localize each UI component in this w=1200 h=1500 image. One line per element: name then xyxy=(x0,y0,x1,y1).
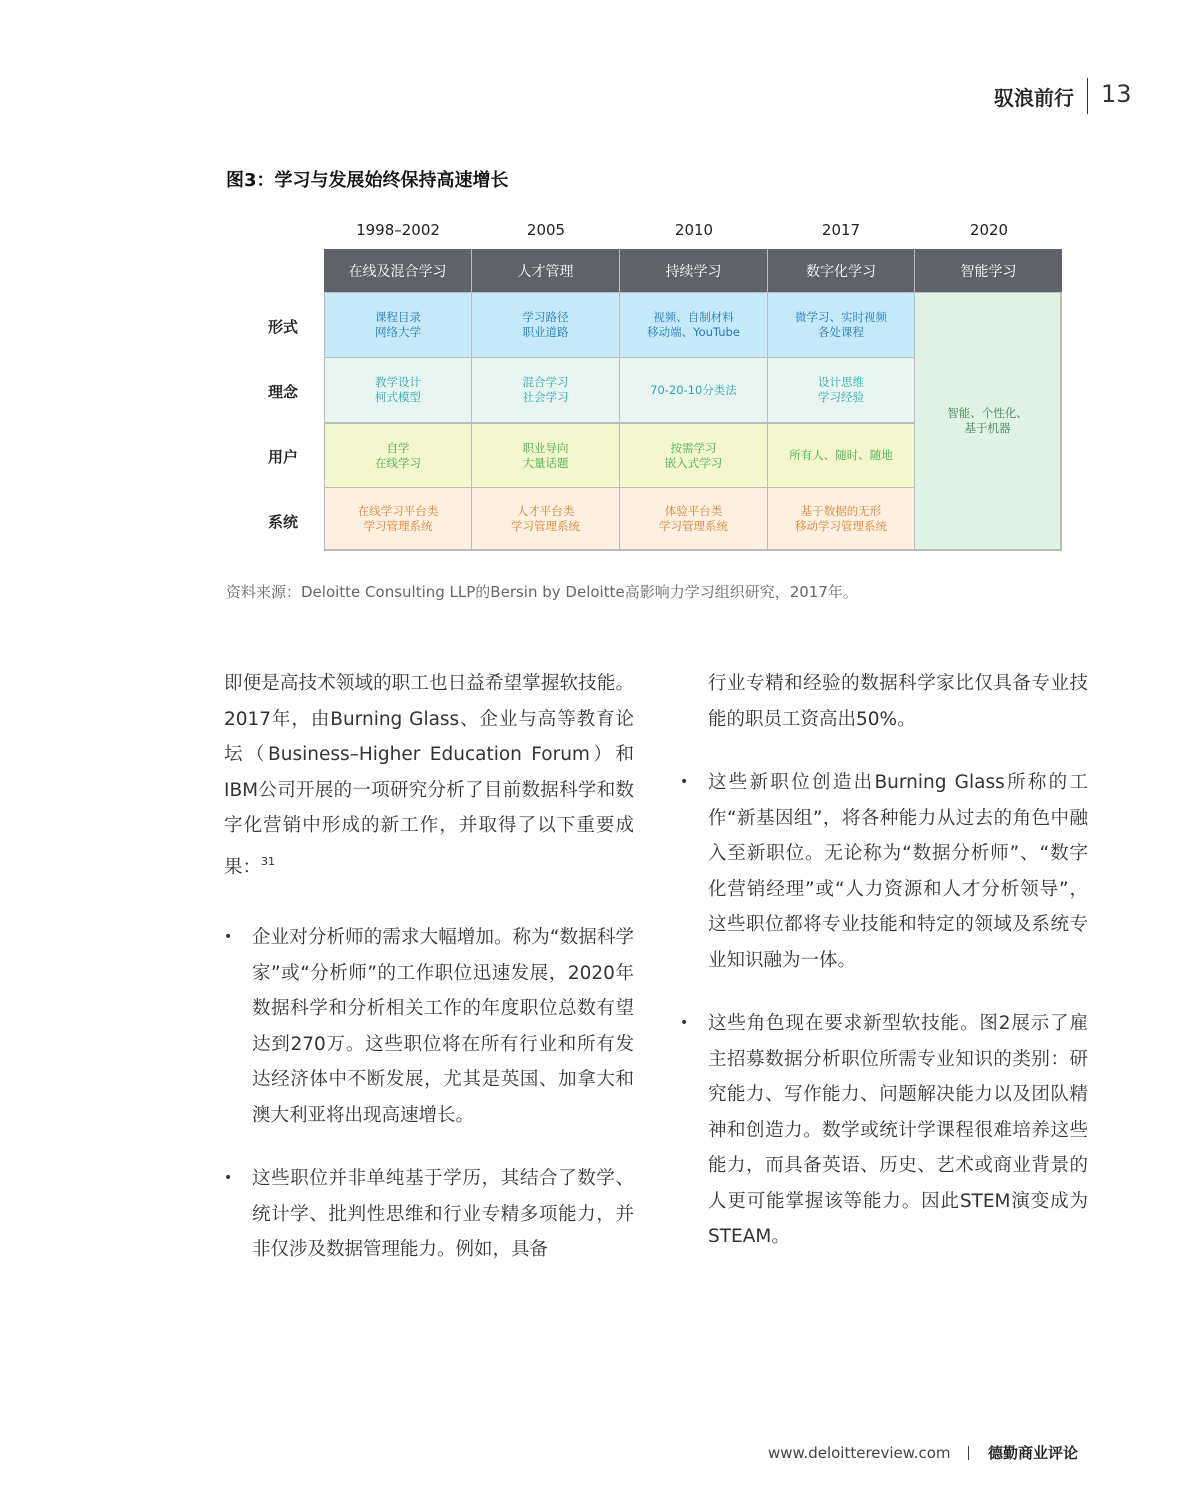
left-column xyxy=(224,666,634,1268)
year-label: 2020 xyxy=(969,221,1009,239)
table-cell: 职业导向 大量话题 xyxy=(472,424,619,487)
table-grid xyxy=(324,249,1062,551)
table-cell: 视频、自制材料 移动端、YouTube xyxy=(620,293,767,357)
table-cell-merged: 智能、个性化、 基于机器 xyxy=(915,293,1060,549)
footer-url-link[interactable]: www.deloittereview.com xyxy=(768,1444,951,1462)
bullet-icon: • xyxy=(224,929,233,945)
bullet-icon: • xyxy=(680,774,689,790)
table-cell: 人才平台类 学习管理系统 xyxy=(472,488,619,549)
row-label: 用户 xyxy=(267,448,298,466)
footnote-ref: 31 xyxy=(261,854,276,868)
table-cell: 混合学习 社会学习 xyxy=(472,358,619,422)
table-cell: 设计思维 学习经验 xyxy=(768,358,914,422)
intro-text: 即便是高技术领域的职工也日益希望掌握软技能。2017年，由Burning Glass、企业与高等教育论坛（Business–Higher Education Forum）和IBM公司开展的一项研究分析了目前数据科学和数字化营销中形成的新工作，并取得了以下重要成果： xyxy=(224,673,634,878)
bullet-item xyxy=(224,1161,634,1268)
column-header: 智能学习 xyxy=(915,249,1062,292)
bullet-text: 行业专精和经验的数据科学家比仅具备专业技能的职员工资高出50%。 xyxy=(708,673,1088,730)
bullet-item xyxy=(224,920,634,1133)
year-label: 2010 xyxy=(674,221,714,239)
table-cell: 70-20-10分类法 xyxy=(620,358,767,422)
year-label: 2017 xyxy=(821,221,861,239)
header-divider xyxy=(1087,78,1088,114)
bullet-text: 这些角色现在要求新型软技能。图2展示了雇主招募数据分析职位所需专业知识的类别：研究能力、写作能力、问题解决能力以及团队精神和创造力。数学或统计学课程很难培养这些能力，而具备英语、历史、艺术或商业背景的人更可能掌握该等能力。因此STEM演变成为STEAM。 xyxy=(708,1013,1088,1247)
table-cell: 微学习、实时视频 各处课程 xyxy=(768,293,914,357)
footer-divider xyxy=(968,1446,969,1460)
column-header: 人才管理 xyxy=(472,249,619,292)
year-label: 2005 xyxy=(526,221,566,239)
table-cell: 课程目录 网络大学 xyxy=(325,293,471,357)
table-cell: 学习路径 职业道路 xyxy=(472,293,619,357)
column-header: 在线及混合学习 xyxy=(324,249,471,292)
table-cell: 基于数据的无形 移动学习管理系统 xyxy=(768,488,914,549)
figure-source: 资料来源：Deloitte Consulting LLP的Bersin by Deloitte高影响力学习组织研究，2017年。 xyxy=(226,583,858,601)
column-header: 数字化学习 xyxy=(768,249,914,292)
bullet-item xyxy=(680,765,1088,978)
running-title: 驭浪前行 xyxy=(994,86,1074,110)
bullet-item xyxy=(680,1006,1088,1255)
row-label: 理念 xyxy=(267,383,298,401)
bullet-icon: • xyxy=(680,1015,689,1031)
table-cell: 所有人、随时、随地 xyxy=(768,424,914,487)
bullet-text: 这些新职位创造出Burning Glass所称的工作“新基因组”，将各种能力从过去的角色中融入至新职位。无论称为“数据分析师”、“数字化营销经理”或“人力资源和人才分析领导”，这些职位都将专业技能和特定的领域及系统专业知识融为一体。 xyxy=(708,772,1088,971)
row-label: 形式 xyxy=(267,318,298,336)
bullet-icon: • xyxy=(224,1170,233,1186)
bullet-continuation xyxy=(680,666,1088,737)
intro-paragraph xyxy=(224,666,634,885)
column-header: 持续学习 xyxy=(620,249,767,292)
table-cell: 教学设计 柯式模型 xyxy=(325,358,471,422)
table-cell: 在线学习平台类 学习管理系统 xyxy=(325,488,471,549)
year-label: 1998–2002 xyxy=(356,221,440,239)
bullet-text: 企业对分析师的需求大幅增加。称为“数据科学家”或“分析师”的工作职位迅速发展，2020年数据科学和分析相关工作的年度职位总数有望达到270万。这些职位将在所有行业和所有发达经济体中不断发展，尤其是英国、加拿大和澳大利亚将出现高速增长。 xyxy=(252,927,634,1126)
table-cell: 按需学习 嵌入式学习 xyxy=(620,424,767,487)
page-number: 13 xyxy=(1101,80,1132,108)
bullet-text: 这些职位并非单纯基于学历，其结合了数学、统计学、批判性思维和行业专精多项能力，并非仅涉及数据管理能力。例如，具备 xyxy=(252,1168,634,1260)
row-label: 系统 xyxy=(267,513,298,531)
right-column xyxy=(680,666,1088,1255)
footer-brand: 德勤商业评论 xyxy=(988,1444,1079,1462)
table-cell: 体验平台类 学习管理系统 xyxy=(620,488,767,549)
figure-title: 图3：学习与发展始终保持高速增长 xyxy=(226,170,509,191)
table-cell: 自学 在线学习 xyxy=(325,424,471,487)
